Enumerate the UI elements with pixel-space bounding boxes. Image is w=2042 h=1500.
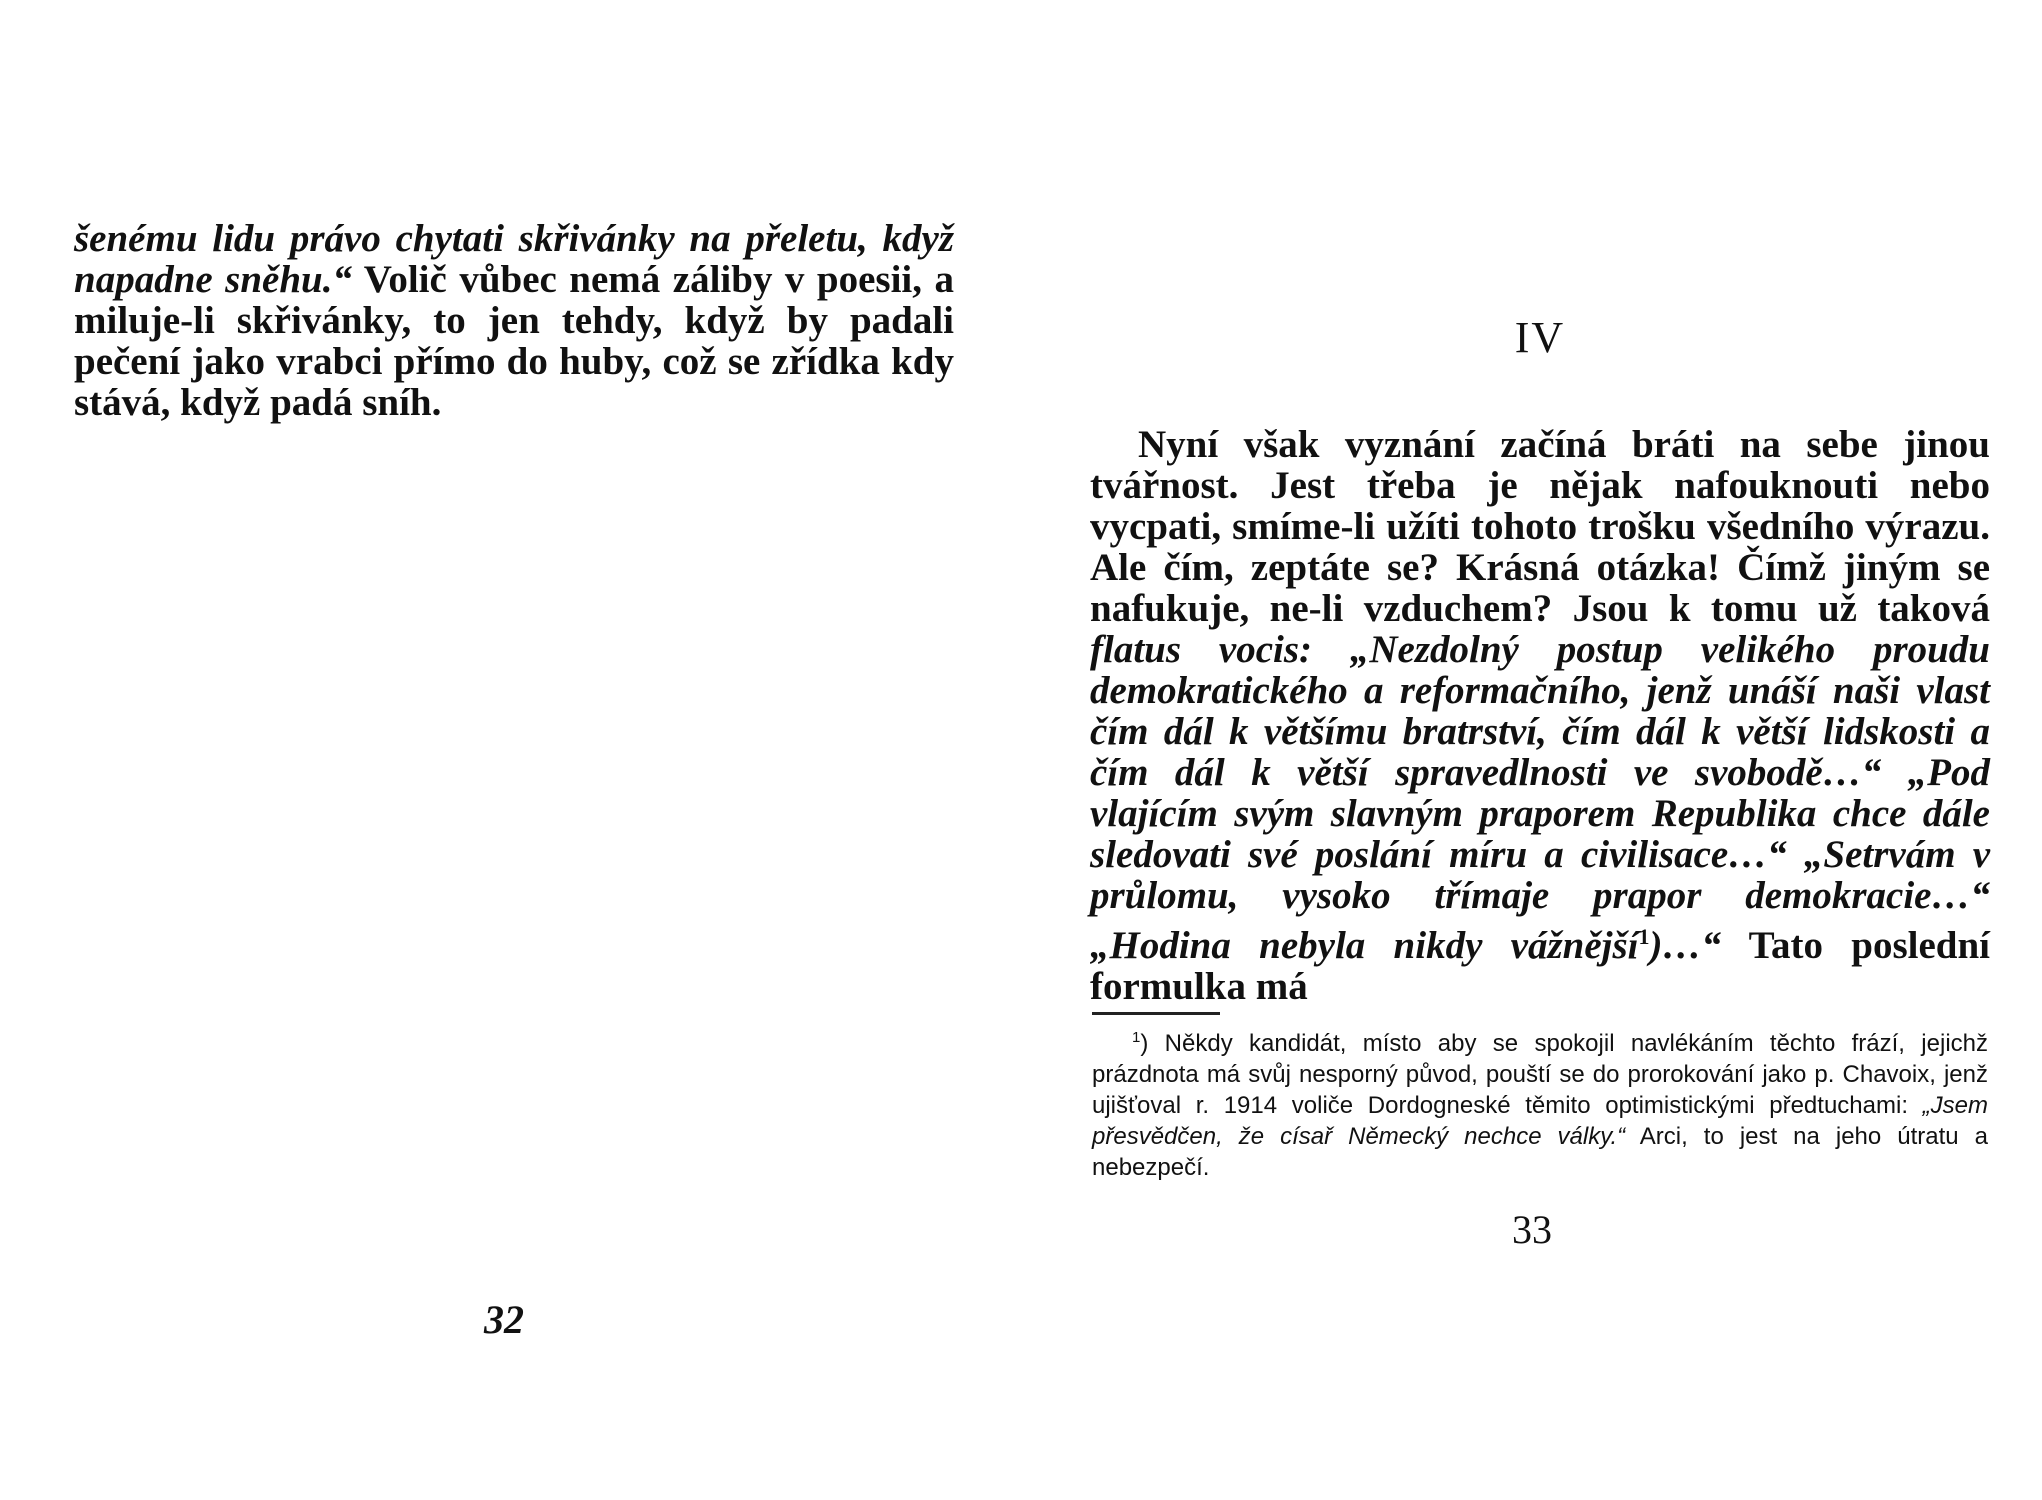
- left-page-italic-text: šenému lidu právo chytati skřivánky na přeletu, když napadne sněhu.“: [74, 217, 954, 301]
- right-page-italic-quotes: flatus vocis: „Nezdolný postup velikého proudu demokratického a reformačního, jenž unáší naši vlast čím dál k většímu bratrství, čím dál k větší lidskosti a čím dál k větší spravedlnosti ve svobodě…“ „Pod vlajícím svým slavným praporem Republika chce dále sledovati své poslání míru a civilisace…“ „Setrvám v průlomu, vysoko třímaje prapor demokracie…“ „Hodina nebyla nikdy vážnější: [1090, 628, 1990, 967]
- footnote-marker: 1: [1132, 1029, 1141, 1046]
- left-page-roman-text: Volič vůbec nemá záliby v poesii, a miluje-li skřivánky, to jen tehdy, když by padali pečení jako vrabci přímo do huby, což se zřídka kdy stává, když padá sníh.: [74, 258, 954, 424]
- left-page-text: [74, 218, 954, 423]
- footnote-text-2: Arci, to jest na jeho útratu a nebezpečí.: [1092, 1123, 1988, 1181]
- footnote-text-1: ) Někdy kandidát, místo aby se spokojil navlékáním těchto frází, jejichž prázdnota má svůj nesporný původ, pouští se do prorokování jako p. Chavoix, jenž ujišťoval r. 1914 voliče Dordogneské těmito optimistickými předtuchami:: [1092, 1030, 1988, 1119]
- right-page-text: [1090, 424, 1990, 1007]
- right-page-italic-end: )…“: [1649, 924, 1721, 967]
- right-page-paragraph: [1090, 424, 1990, 1007]
- footnote-italic-quote: „Jsem přesvědčen, že císař Německý nechce války.“: [1092, 1092, 1988, 1150]
- footnote-separator: [1092, 1012, 1220, 1015]
- left-page-number: 32: [484, 1297, 524, 1342]
- right-page-body-part1: Nyní však vyznání začíná bráti na sebe jinou tvářnost. Jest třeba je nějak nafouknouti nebo vycpati, smíme-li užíti tohoto trošku všedního výrazu. Ale čím, zeptáte se? Krásná otázka! Čímž jiným se nafukuje, ne-li vzduchem? Jsou k tomu už taková: [1090, 423, 1990, 630]
- right-page-body-part2: Tato poslední formulka má: [1090, 924, 1990, 1008]
- chapter-heading: IV: [1514, 313, 1566, 362]
- left-page-paragraph: [74, 218, 954, 423]
- footnote: [1092, 1022, 1988, 1183]
- right-page-number: 33: [1512, 1207, 1552, 1252]
- footnote-reference[interactable]: 1: [1638, 924, 1650, 949]
- footnote-paragraph: [1092, 1022, 1988, 1183]
